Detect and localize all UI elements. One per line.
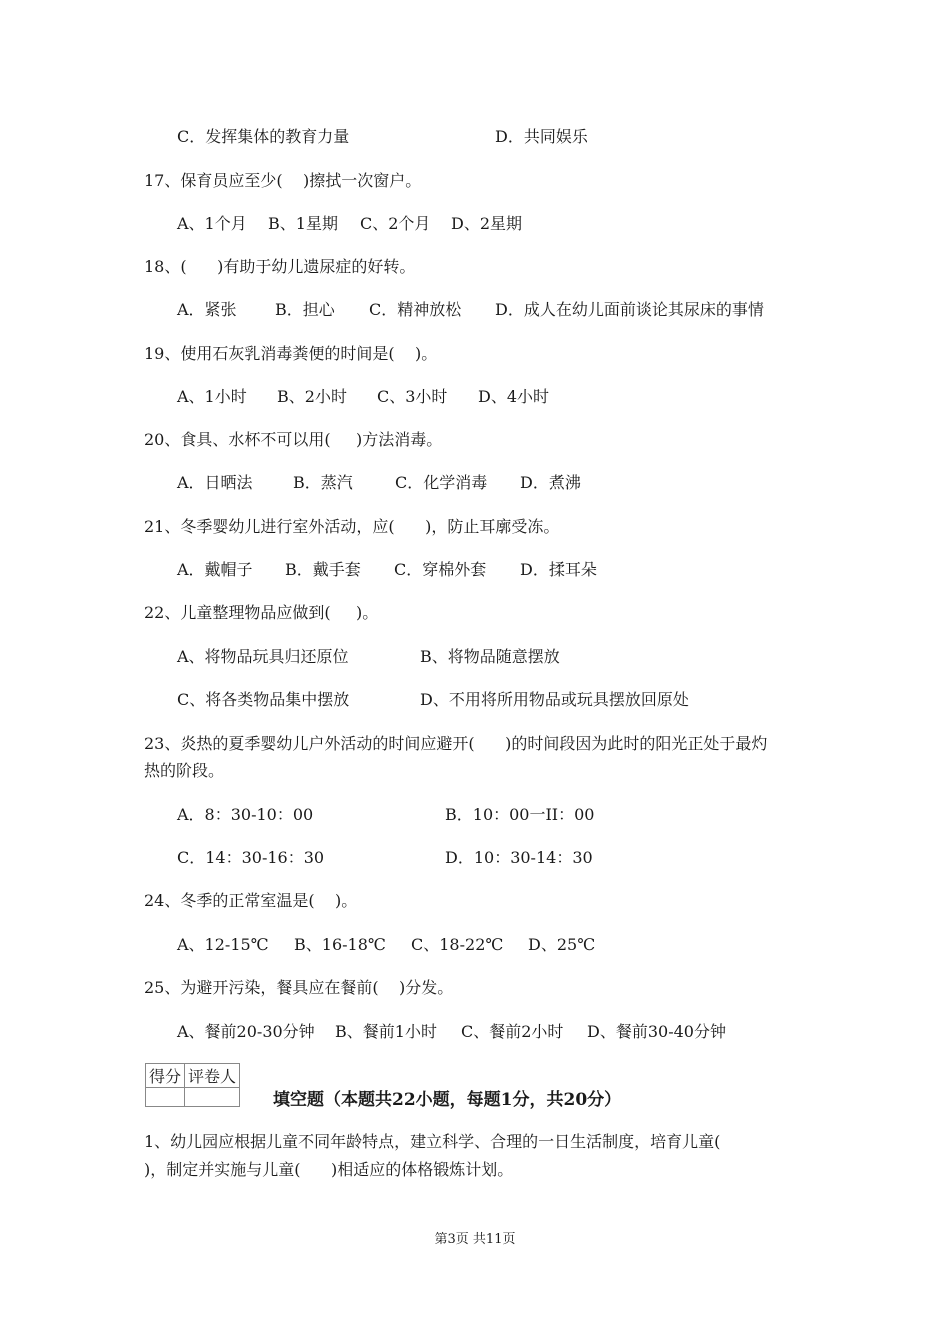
answer-option: D．揉耳朵 [520, 560, 597, 579]
section-title: 填空题（本题共22小题，每题1分，共20分） [273, 1090, 622, 1110]
question-text: 22、儿童整理物品应做到( )。 [144, 603, 379, 622]
question-text: 23、炎热的夏季婴幼儿户外活动的时间应避开( )的时间段因为此时的阳光正处于最灼 [144, 734, 768, 753]
answer-option: B．担心 [275, 300, 335, 319]
answer-option: A、12-15℃ [177, 935, 269, 954]
answer-option: B．10：00一II：00 [445, 805, 595, 824]
answer-option: C．发挥集体的教育力量 [177, 127, 350, 146]
answer-option: C、餐前2小时 [461, 1022, 564, 1041]
fill-question-text: 1、幼儿园应根据儿童不同年龄特点，建立科学、合理的一日生活制度，培育儿童( [144, 1132, 721, 1151]
fill-question-text: )，制定并实施与儿童( )相适应的体格锻炼计划。 [144, 1160, 514, 1179]
answer-option: C、18-22℃ [411, 935, 504, 954]
answer-option: A．日晒法 [177, 473, 253, 492]
answer-option: A．8：30-10：00 [177, 805, 314, 824]
answer-option: D．10：30-14：30 [445, 848, 593, 867]
answer-option: A．戴帽子 [177, 560, 253, 579]
grader-cell [185, 1088, 240, 1107]
answer-option: B、2小时 [277, 387, 347, 406]
answer-option: D．煮沸 [520, 473, 581, 492]
question-text: 25、为避开污染，餐具应在餐前( )分发。 [144, 978, 454, 997]
answer-option: C、2个月 [360, 214, 431, 233]
answer-option: D、2星期 [451, 214, 523, 233]
question-text: 19、使用石灰乳消毒粪便的时间是( )。 [144, 344, 438, 363]
answer-option: A、将物品玩具归还原位 [177, 647, 349, 666]
question-text: 18、( )有助于幼儿遗尿症的好转。 [144, 257, 416, 276]
answer-option: D、25℃ [528, 935, 596, 954]
score-cell [146, 1088, 185, 1107]
grader-header: 评卷人 [185, 1064, 240, 1088]
answer-option: B．戴手套 [285, 560, 361, 579]
answer-option: C．穿棉外套 [394, 560, 487, 579]
page-footer: 第3页 共11页 [434, 1232, 516, 1247]
answer-option: B．蒸汽 [293, 473, 353, 492]
answer-option: D、餐前30-40分钟 [587, 1022, 726, 1041]
answer-option: A、餐前20-30分钟 [177, 1022, 315, 1041]
answer-option: C、3小时 [377, 387, 448, 406]
answer-option: B、将物品随意摆放 [420, 647, 560, 666]
answer-option: D．成人在幼儿面前谈论其尿床的事情 [495, 300, 764, 319]
question-text: 热的阶段。 [144, 761, 225, 780]
answer-option: B、1星期 [268, 214, 338, 233]
answer-option: D、4小时 [478, 387, 550, 406]
score-header: 得分 [146, 1064, 185, 1088]
answer-option: A、1小时 [177, 387, 247, 406]
question-text: 24、冬季的正常室温是( )。 [144, 891, 358, 910]
answer-option: C．化学消毒 [395, 473, 488, 492]
question-text: 17、保育员应至少( )擦拭一次窗户。 [144, 171, 422, 190]
score-table [145, 1063, 240, 1107]
answer-option: A．紧张 [177, 300, 237, 319]
answer-option: D、不用将所用物品或玩具摆放回原处 [420, 690, 689, 709]
answer-option: B、餐前1小时 [335, 1022, 437, 1041]
answer-option: C．14：30-16：30 [177, 848, 325, 867]
question-text: 20、食具、水杯不可以用( )方法消毒。 [144, 430, 443, 449]
question-text: 21、冬季婴幼儿进行室外活动，应( )，防止耳廓受冻。 [144, 517, 560, 536]
answer-option: B、16-18℃ [294, 935, 386, 954]
answer-option: A、1个月 [177, 214, 247, 233]
answer-option: C、将各类物品集中摆放 [177, 690, 350, 709]
answer-option: C．精神放松 [369, 300, 462, 319]
answer-option: D．共同娱乐 [495, 127, 588, 146]
